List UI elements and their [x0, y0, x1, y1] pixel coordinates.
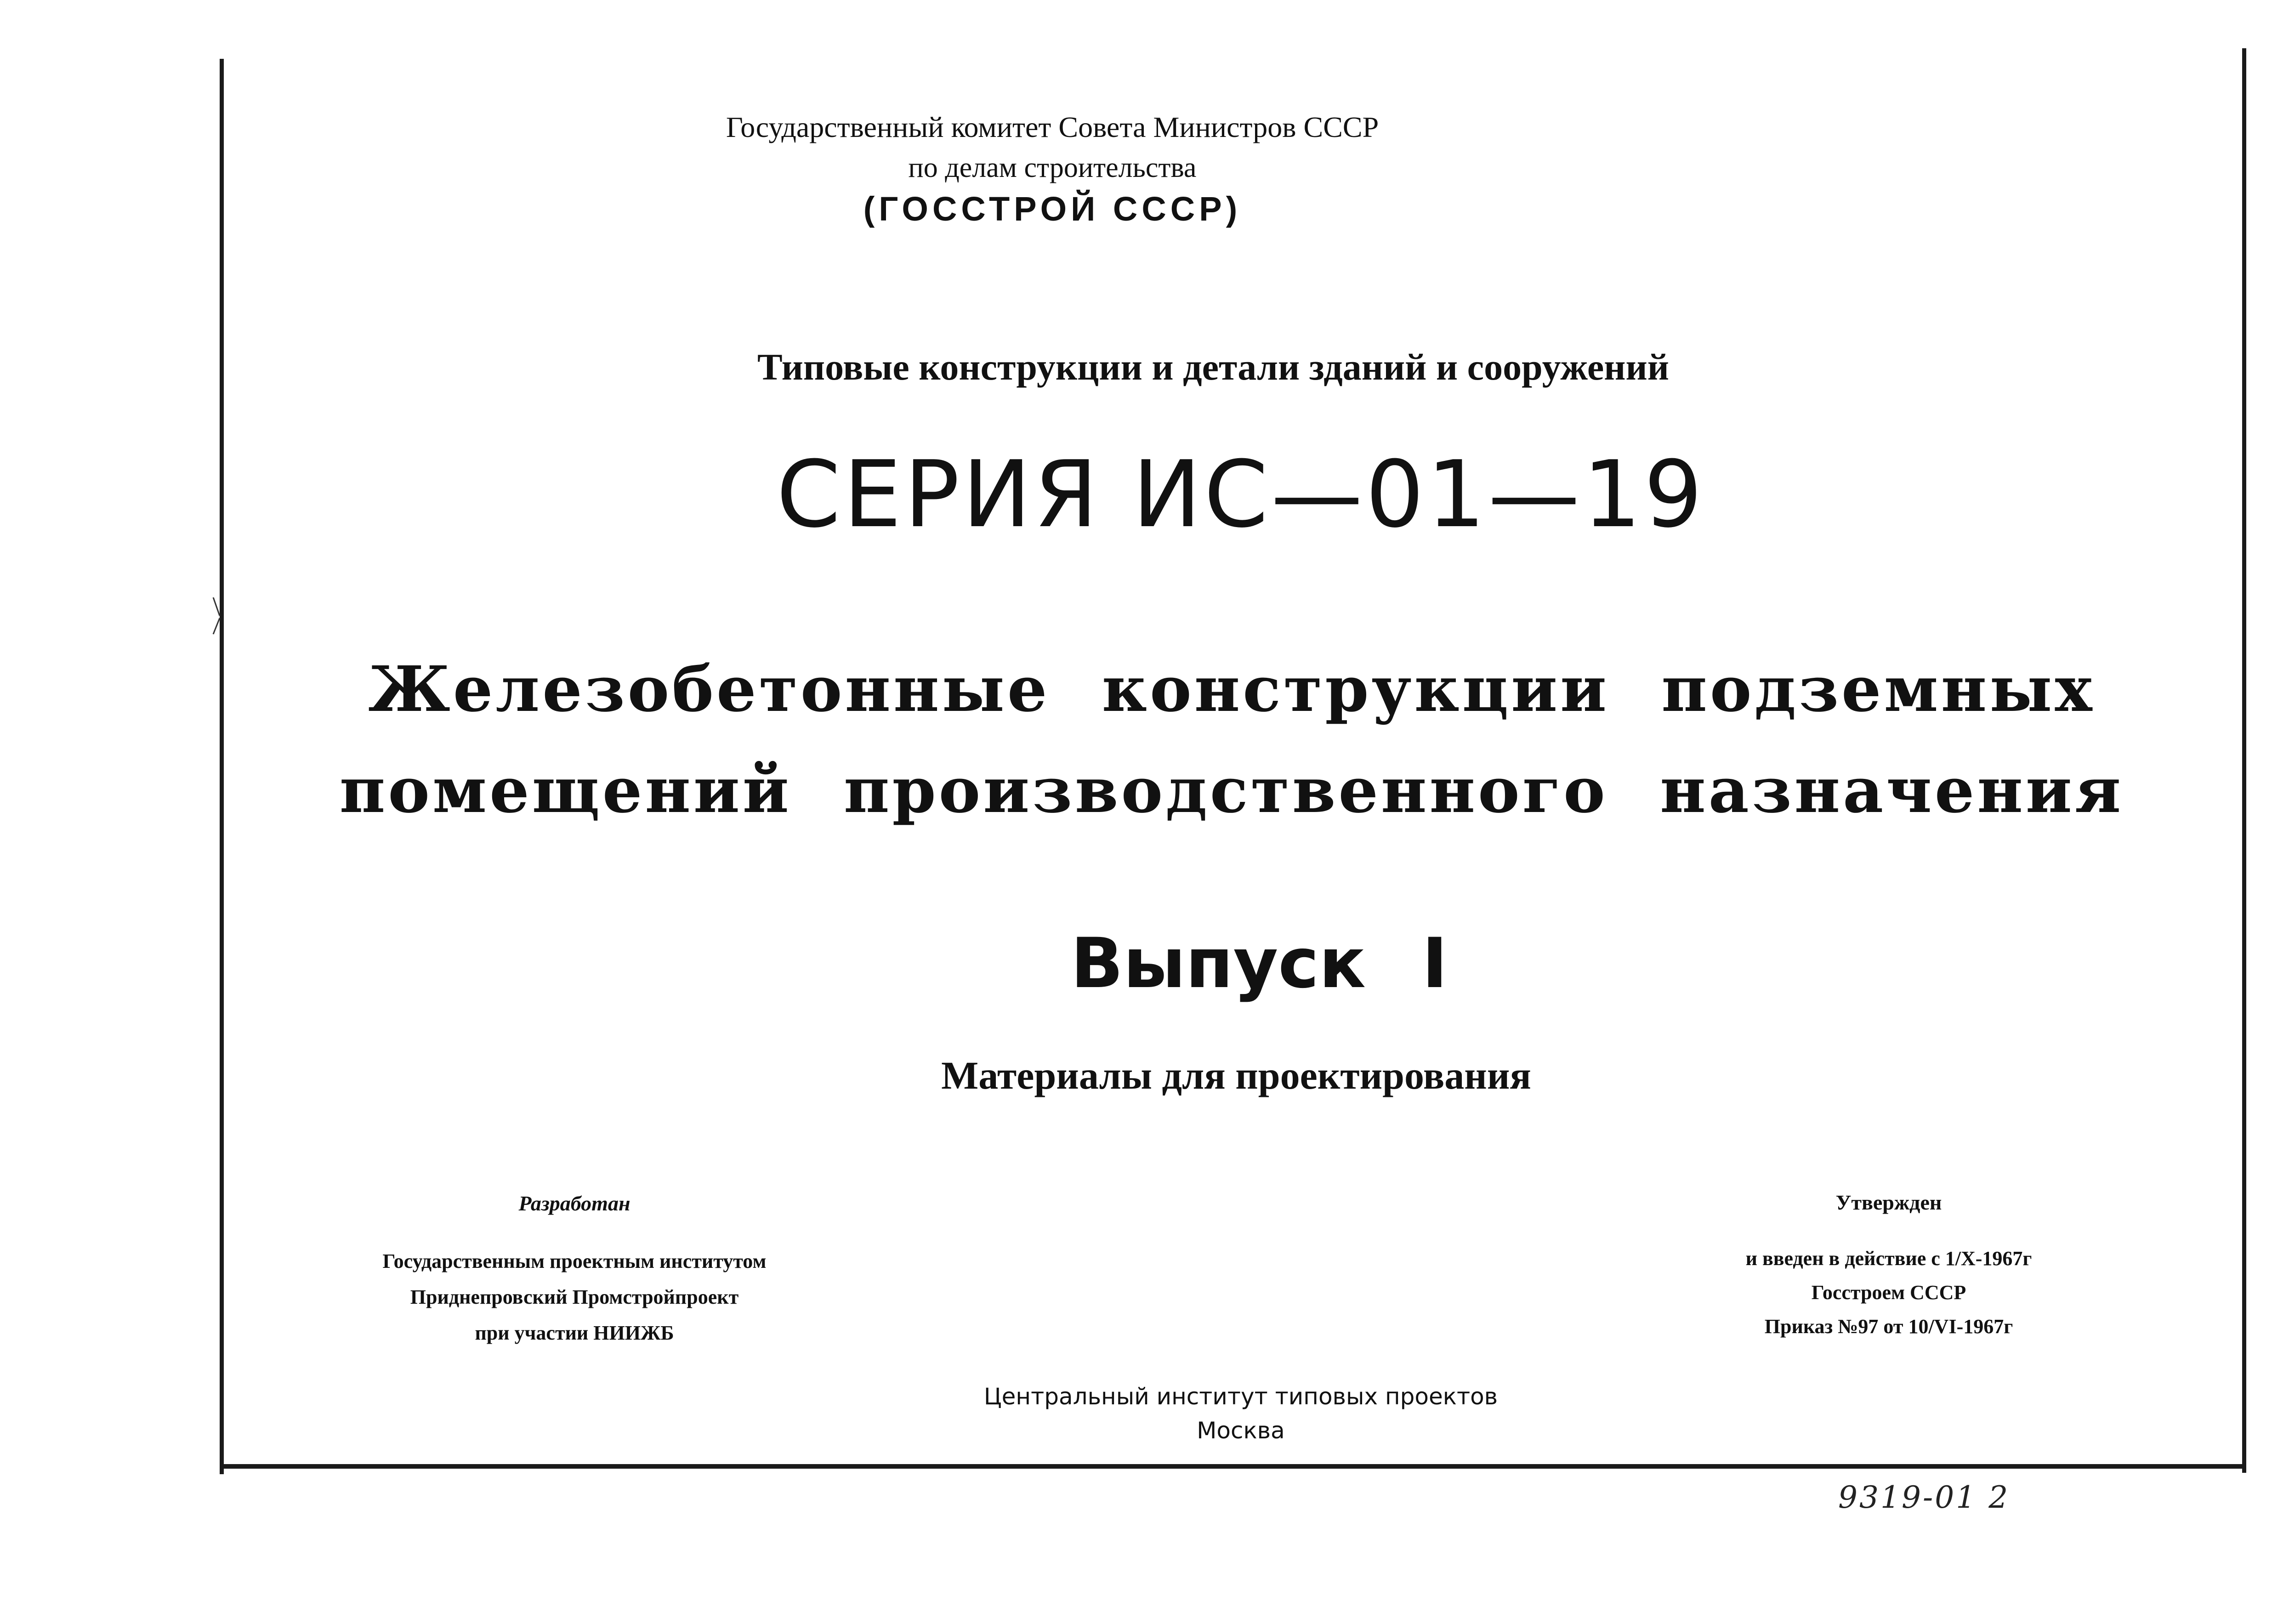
publisher-name: Центральный институт типовых проектов [983, 1383, 1498, 1410]
developer-heading: Разработан [518, 1192, 630, 1215]
approval-heading: Утвержден [1835, 1191, 1942, 1214]
developer-block [322, 1186, 827, 1351]
frame-bottom-border [220, 1464, 2246, 1469]
approval-line3: Приказ №97 от 10/VI-1967г [1764, 1315, 2013, 1338]
developer-line3: при участии НИИЖБ [475, 1322, 674, 1344]
issue-number: Выпуск I [1070, 924, 1448, 1004]
series-number: СЕРИЯ ИС—01—19 [776, 441, 1705, 548]
frame-left-border [220, 59, 224, 1474]
handwritten-archive-number: 9319-01 2 [1838, 1480, 2010, 1515]
document-category: Типовые конструкции и детали зданий и сооружений [757, 346, 1670, 388]
developer-line2: Приднепровский Промстройпроект [410, 1286, 739, 1308]
frame-right-border [2242, 48, 2246, 1473]
document-title-line2: помещений производственного назначения [339, 754, 2124, 827]
developer-line1: Государственным проектным институтом [382, 1250, 767, 1272]
issuing-authority-line2: по делам строительства [908, 152, 1197, 183]
issuing-authority-line1: Государственный комитет Совета Министров СССР [726, 111, 1379, 143]
issuing-authority-abbreviation: (ГОССТРОЙ СССР) [863, 190, 1242, 228]
document-title-line1: Железобетонные конструкции подземных [368, 653, 2095, 726]
approval-line1: и введен в действие с 1/X-1967г [1745, 1247, 2032, 1270]
approval-block [1668, 1186, 2109, 1344]
volume-subtitle: Материалы для проектирования [941, 1053, 1531, 1097]
approval-line2: Госстроем СССР [1811, 1281, 1966, 1304]
binding-edge-marks [212, 597, 222, 689]
publisher-city: Москва [1197, 1417, 1285, 1444]
